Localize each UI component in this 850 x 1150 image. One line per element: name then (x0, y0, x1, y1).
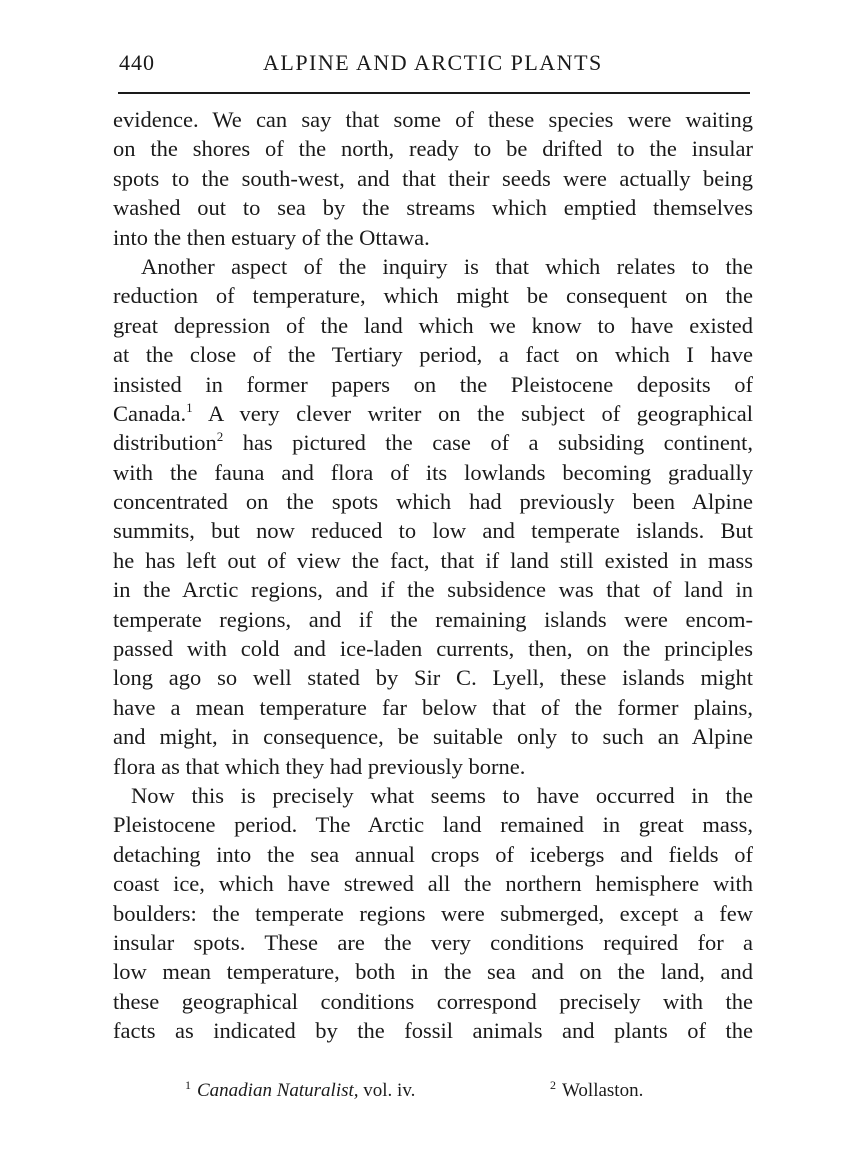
text-line: these geographical conditions correspond precisely with the (113, 988, 753, 1014)
text-fragment: has pictured the case of a subsiding continent, (223, 430, 753, 456)
text-line: facts as indicated by the fossil animals and plants of the (113, 1018, 753, 1044)
footnote-source-title: Canadian Naturalist, (197, 1080, 359, 1101)
text-line: Now this is precisely what seems to have occurred in the (131, 782, 753, 808)
text-fragment: A very clever writer on the subject of geographical (192, 400, 753, 426)
text-line: with the fauna and flora of its lowlands becoming gradually (113, 459, 753, 485)
text-line: summits, but now reduced to low and temperate islands. But (113, 518, 753, 544)
text-fragment: distribution (113, 430, 217, 456)
running-title: ALPINE AND ARCTIC PLANTS (263, 50, 603, 75)
text-line: spots to the south-west, and that their seeds were actually being (113, 165, 753, 191)
footnote-mark: 2 (550, 1078, 556, 1092)
text-line: detaching into the sea annual crops of icebergs and fields of (113, 841, 753, 867)
text-line: washed out to sea by the streams which emptied themselves (113, 195, 753, 221)
page-header (113, 50, 753, 80)
text-line (113, 399, 753, 428)
text-line: into the then estuary of the Ottawa. (113, 224, 430, 250)
footnote-1 (185, 1078, 415, 1102)
text-line: long ago so well stated by Sir C. Lyell, these islands might (113, 665, 753, 691)
footnote-ref-2: 2 (216, 429, 224, 445)
body-text (113, 105, 753, 1046)
footnote-ref-1: 1 (186, 399, 193, 415)
page-number: 440 (119, 50, 155, 75)
text-line: Another aspect of the inquiry is that which relates to the (141, 253, 753, 279)
text-line: low mean temperature, both in the sea and on the land, and (113, 959, 753, 985)
header-rule (118, 92, 750, 94)
text-line: concentrated on the spots which had previously been Alpine (113, 489, 753, 515)
text-line: passed with cold and ice-laden currents, then, on the principles (113, 636, 753, 662)
text-line: coast ice, which have strewed all the northern hemisphere with (113, 871, 753, 897)
text-line: Pleistocene period. The Arctic land remained in great mass, (113, 812, 753, 838)
footnote-2 (550, 1078, 643, 1102)
text-line: and might, in consequence, be suitable only to such an Alpine (113, 724, 753, 750)
footnotes (175, 1078, 735, 1106)
text-line: have a mean temperature far below that of the former plains, (113, 694, 753, 720)
text-line: great depression of the land which we know to have existed (113, 312, 753, 338)
text-line: insular spots. These are the very conditions required for a (113, 929, 753, 955)
text-line: boulders: the temperate regions were submerged, except a few (113, 900, 753, 926)
footnote-text: vol. iv. (358, 1080, 416, 1101)
text-line: insisted in former papers on the Pleistocene deposits of (113, 371, 753, 397)
text-line: on the shores of the north, ready to be drifted to the insular (113, 136, 753, 162)
text-line: temperate regions, and if the remaining islands were encom- (113, 606, 753, 632)
text-fragment: Canada. (113, 400, 187, 426)
footnote-text: Wollaston. (562, 1080, 644, 1101)
text-line: reduction of temperature, which might be consequent on the (113, 283, 753, 309)
text-line: at the close of the Tertiary period, a fact on which I have (113, 342, 753, 368)
text-line: he has left out of view the fact, that if land still existed in mass (113, 547, 753, 573)
text-line: flora as that which they had previously borne. (113, 753, 526, 779)
text-line: in the Arctic regions, and if the subsidence was that of land in (113, 577, 753, 603)
footnote-mark: 1 (185, 1078, 191, 1092)
text-line (113, 428, 753, 457)
text-line: evidence. We can say that some of these species were waiting (113, 107, 753, 132)
